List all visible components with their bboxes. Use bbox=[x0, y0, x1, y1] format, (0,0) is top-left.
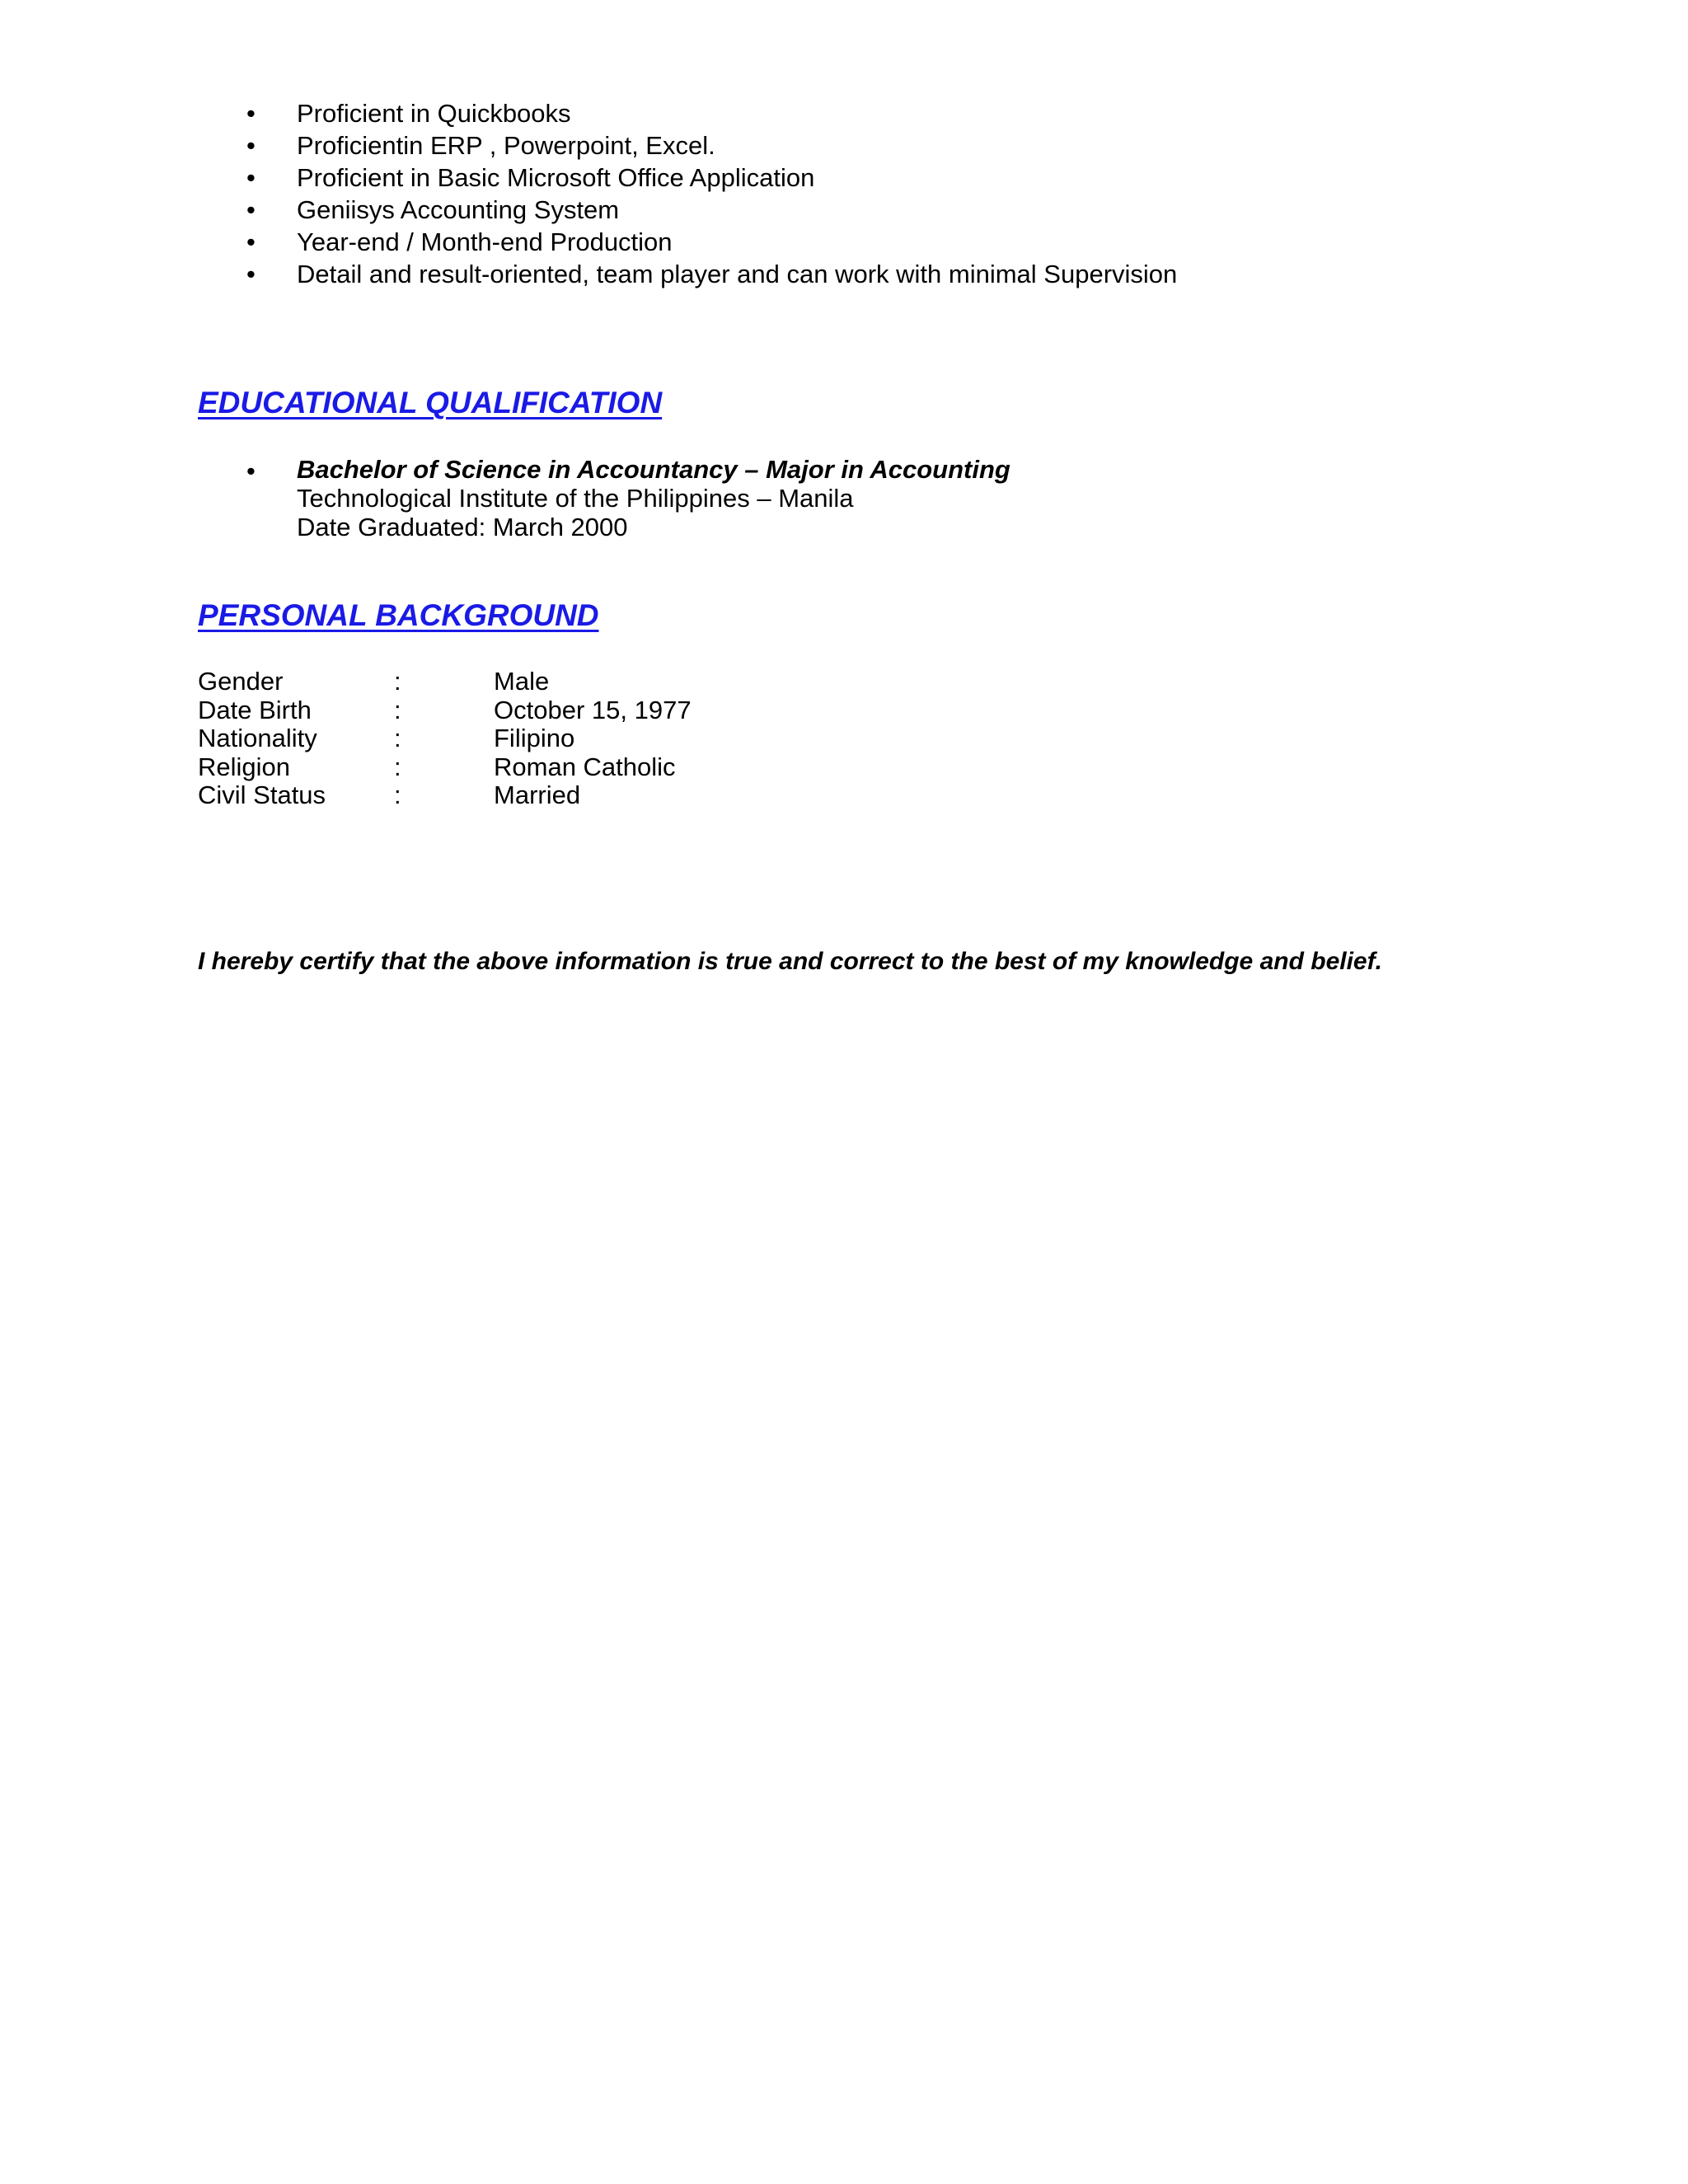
list-item bbox=[0, 226, 1177, 258]
degree-title: Bachelor of Science in Accountancy – Major in Accounting bbox=[297, 455, 1010, 484]
skill-text: Geniisys Accounting System bbox=[297, 195, 620, 224]
list-item bbox=[0, 194, 1177, 226]
personal-row-gender bbox=[198, 668, 775, 696]
skill-text: Proficient in Quickbooks bbox=[297, 99, 571, 128]
field-value: Married bbox=[494, 780, 581, 809]
list-item bbox=[0, 129, 1177, 162]
bullet-icon: • bbox=[246, 260, 256, 288]
list-item bbox=[0, 258, 1177, 290]
list-item bbox=[0, 162, 1177, 194]
bullet-icon: • bbox=[246, 131, 256, 160]
school-name: Technological Institute of the Philippines – Manila bbox=[297, 484, 854, 513]
field-separator: : bbox=[394, 667, 401, 696]
personal-row-religion bbox=[198, 753, 775, 782]
personal-row-date-birth bbox=[198, 696, 775, 725]
field-label: Civil Status bbox=[198, 780, 326, 809]
field-value: Male bbox=[494, 667, 550, 696]
skills-list bbox=[0, 97, 1177, 290]
field-label: Gender bbox=[198, 667, 284, 696]
skill-text: Proficientin ERP , Powerpoint, Excel. bbox=[297, 131, 715, 160]
personal-details bbox=[198, 668, 775, 810]
personal-background-heading: PERSONAL BACKGROUND bbox=[198, 598, 599, 632]
field-label: Religion bbox=[198, 752, 291, 781]
field-value: Filipino bbox=[494, 724, 575, 752]
graduation-date: Date Graduated: March 2000 bbox=[297, 513, 628, 541]
field-separator: : bbox=[394, 724, 401, 752]
list-item bbox=[0, 97, 1177, 129]
bullet-icon: • bbox=[246, 195, 256, 224]
bullet-icon: • bbox=[246, 457, 256, 485]
personal-row-nationality bbox=[198, 724, 775, 753]
field-separator: : bbox=[394, 780, 401, 809]
field-separator: : bbox=[394, 752, 401, 781]
field-separator: : bbox=[394, 695, 401, 724]
bullet-icon: • bbox=[246, 227, 256, 256]
bullet-icon: • bbox=[246, 163, 256, 192]
field-label: Date Birth bbox=[198, 695, 312, 724]
personal-row-civil-status bbox=[198, 781, 775, 810]
field-value: Roman Catholic bbox=[494, 752, 676, 781]
field-label: Nationality bbox=[198, 724, 317, 752]
field-value: October 15, 1977 bbox=[494, 695, 692, 724]
skill-text: Detail and result-oriented, team player and can work with minimal Supervision bbox=[297, 260, 1178, 288]
education-heading: EDUCATIONAL QUALIFICATION bbox=[198, 386, 663, 419]
skill-text: Proficient in Basic Microsoft Office Application bbox=[297, 163, 815, 192]
bullet-icon: • bbox=[246, 99, 256, 128]
skill-text: Year-end / Month-end Production bbox=[297, 227, 673, 256]
certification-statement: I hereby certify that the above information is true and correct to the best of my knowledge and belief. bbox=[198, 948, 1382, 975]
education-details bbox=[297, 455, 1010, 541]
